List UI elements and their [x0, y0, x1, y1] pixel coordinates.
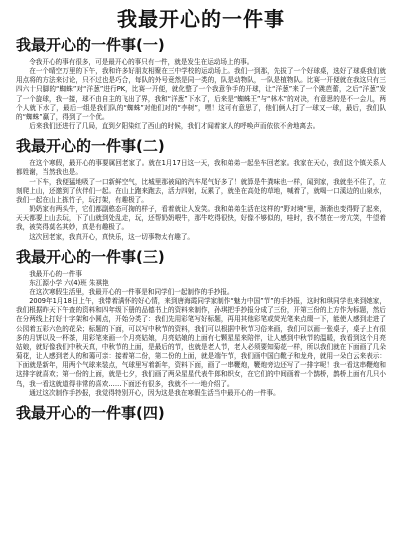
paragraph: 2009年1月18日上午，我带着满怀的好心情，来到唐海霞同学家制作“魅力中国”节”的手抄报，这时和琪同学也来到她家，我们根据昨天下午查的资料和四年级下册的品德书上的资料来制作，孙琪把手抄报分成了三份，开第三份的上方作为标题，然后在分两线上打好十字架和小圆点，开始分类了：我们先用彩笔写好标题，再用其他彩笔或荧光笔来点缀一下，能使人感到走进了公园着五彩六色的花朵；标题的下面，可以写中秋节的资料，我们可以根据中秋节习俗来画，我们可以画一张桌子，桌子上有很多的月饼以及一杯茶，用彩笔来画一个月亮姑娘，月亮姑娘的上面有七颗星星来陪伴，让人感到中秋节的温暖，我看到这个月亮姑娘，就好像我们中秋天真，中秋节的上面，是最后的节，也就是老人节，老人必须要知菊花一样，所以我们就在下面画了几朵菊花，让人感到老人的和蔼可亲：接着第二份，第二份的上面，就是端午节，我们画中国白靴子和龙舟，就用一朵白云来表示：下面就是新年，用两个气球来装点，气球里写着新年，资料下面，画了一串鞭炮，鞭炮旁边还写了一排字呢！我一看这串鞭炮和这排字就喜欢；第一份的上面，就是七夕，我们画了两朵星星代表牛郎和织女，在它们的中间画着一个鹊桥，鹊桥上面有几只小鸟，我一看这就道得非常的喜欢……下面还有很多，我就不一一地介绍了。 — [16, 297, 386, 388]
section-heading: 我最开心的一件事(二) — [16, 137, 165, 156]
section-2 — [16, 137, 386, 241]
author-line: 东江源小学 六(4)班 朱祺艳 — [29, 278, 109, 287]
essay-title: 我最开心的一件事 — [29, 269, 82, 278]
paragraph: 通过这次制作手抄报，我觉得特别开心，因为这是我在寒假生活当中最开心的一件事。 — [29, 388, 280, 397]
paragraph: 令我开心的事有很多，可是最开心的事只有一件，就是发生在运动场上的事。 — [29, 58, 254, 66]
paragraph: 在这个寒假，最开心的事要属回老家了。就在1月17日这一天，我和弟弟一起坐车回老家。我家在天心，我们这个镇关系人都姓谢，当然我也是。 — [16, 159, 386, 177]
section-4 — [16, 404, 386, 423]
page-title: 我最开心的一件事 — [117, 7, 285, 31]
paragraph: 这次回老家，我真开心，真快乐，这一切事物太有趣了。 — [29, 232, 195, 241]
paragraph: 在一个晴空万里的下午，我和许多好朋友相聚在三中学校的运动场上。我们一到那，先拔了一个好球桌，选好了球桌我们就用点将的方法来讨论，只不过也是巧合，每队的外号竟然是同一类的，队是动物队，一队是植物队。比赛一开便就在我这只有三四六十只脚的“蜘蛛”对“洋葱”进行PK，比赛一开便，就化整了一个我意争手的开球，让“洋葱”来了一个跳芭蕾，之后“洋葱”发了一个旋球，我一接，球不由自主的飞出了界，我和“洋葱”下水了，后来是“蜘蛛王”与“林木”的对决，有意思的是不一会儿，两个人就下水了，最后一组是我们队的“蜘蛛”对他们对的“李树”，嘿！这可有意思了，他们俩人打了一球又一球，最后，我们队的“蜘蛛”赢了，得到了一个优。 — [16, 67, 386, 121]
paragraph: 一下车，我便猛地吸了一口新鲜空气，比城里那被闻的汽车尾气好多了！就算是牛粪味也一样，闻到家，我就坐不住了，立刻爬上山，还邀到了伙伴们一起。在山上跑来跑去，活力四射，玩累了，就坐在高处的草地，喊着了，就喝一口溪边的山泉水，我们一起在山上拣竹子，玩打架，有趣极了。 — [16, 177, 386, 204]
paragraph: 后来我们还进行了几局，直到夕阳染红了西山的时候，我们才闻着家人的呼唤声而依依不舍地离去。 — [29, 122, 320, 131]
section-heading: 我最开心的一件事(四) — [16, 403, 165, 422]
section-heading: 我最开心的一件事(一) — [16, 36, 165, 54]
paragraph: 在这次寒假生活里，我最开心的一件事是和同学们一起制作的手抄报。 — [29, 287, 234, 296]
paragraph: 奶奶家有两头牛，它们都副憨态可掬的样子，看着就让人发笑。我和弟弟生活在这样的“野对境”里，渐渐也变得野了起来，天天都要上山去玩，下了山就到处乱走，玩，还帮奶奶喂牛，那牛吃得很快，好像不够似的，哇时，我不禁在一旁亢笑，牛望着我，被笑得莫名其妙，真是有趣极了。 — [16, 205, 386, 232]
section-heading: 我最开心的一件事(三) — [16, 247, 165, 266]
section-3 — [16, 248, 386, 398]
section-1 — [16, 36, 386, 131]
